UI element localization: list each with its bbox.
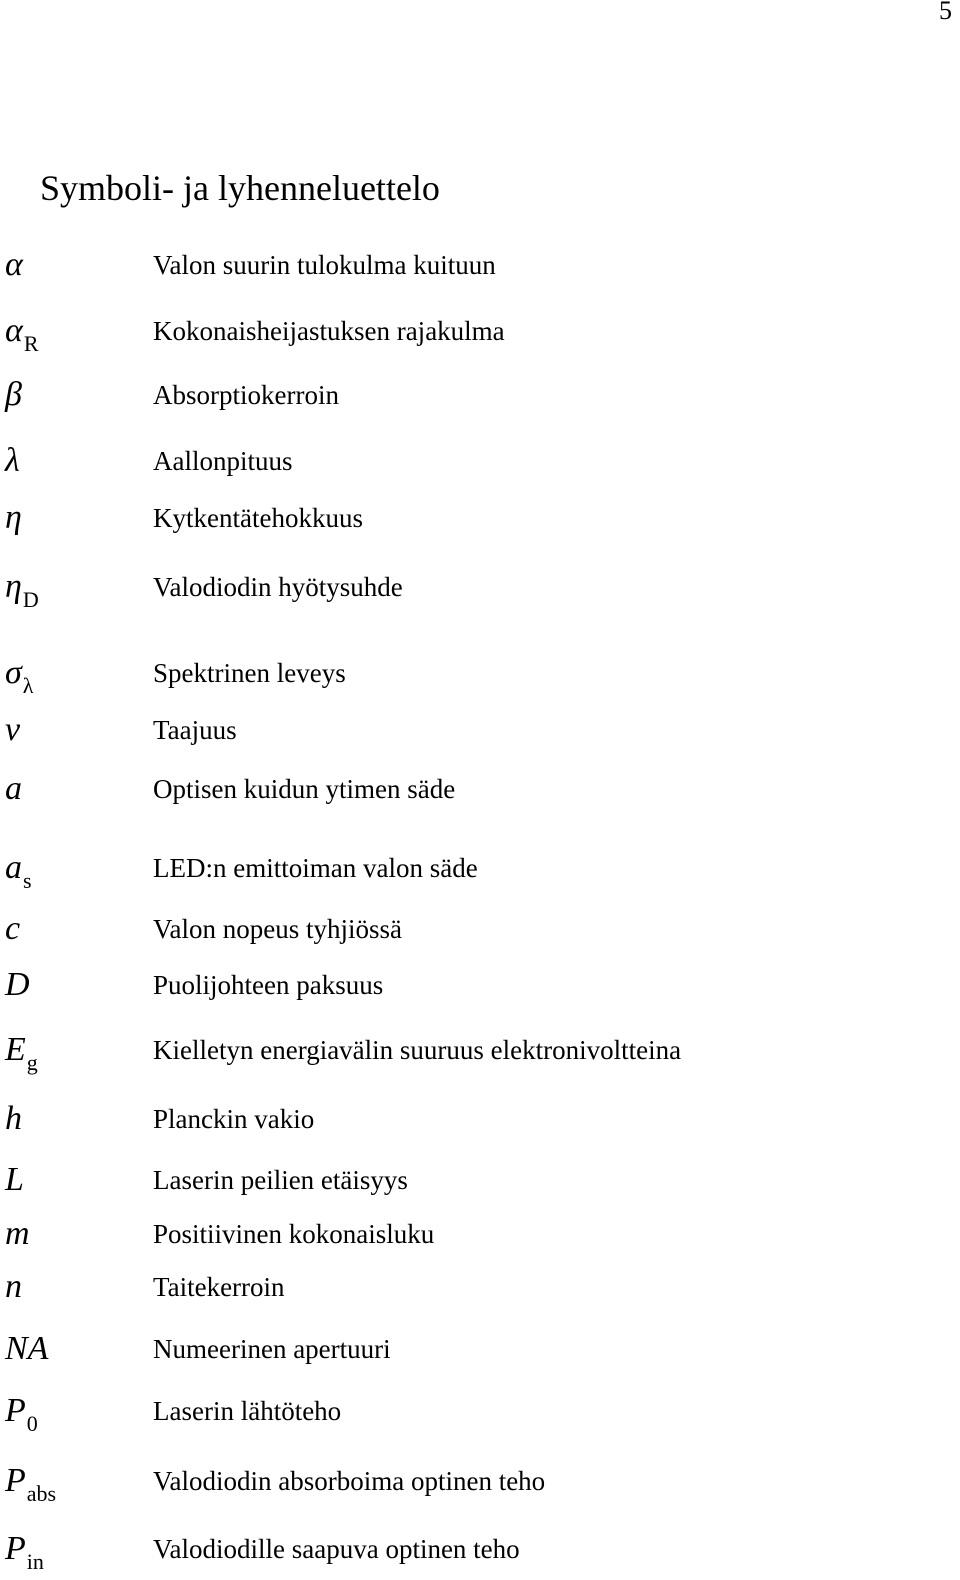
symbol-subscript: λ	[22, 673, 34, 698]
symbol-description: Spektrinen leveys	[153, 658, 346, 688]
list-item	[0, 314, 960, 362]
list-item	[0, 248, 960, 296]
symbol: $P_{in}$	[5, 1530, 44, 1574]
list-item	[0, 1532, 960, 1580]
symbol-description: Planckin vakio	[153, 1104, 315, 1134]
symbol: ν	[5, 711, 21, 748]
symbol: $E_g$	[5, 1031, 38, 1075]
symbol-description: Kielletyn energiavälin suuruus elektronivoltteina	[153, 1035, 682, 1065]
symbol-subscript: abs	[26, 1481, 57, 1506]
list-item	[0, 1464, 960, 1512]
symbol: $\sigma_\lambda$	[5, 654, 34, 698]
symbol: h	[5, 1100, 22, 1137]
page-title: Symboli- ja lyhenneluettelo	[40, 168, 440, 208]
symbol-description: Absorptiokerroin	[153, 380, 339, 410]
page-number: 5	[939, 0, 952, 25]
symbol-description: Puolijohteen paksuus	[153, 970, 384, 1000]
list-item	[0, 1102, 960, 1150]
list-item	[0, 570, 960, 618]
list-item	[0, 444, 960, 492]
symbol-subscript: s	[23, 868, 32, 893]
symbol: α	[5, 246, 23, 283]
symbol: $P_{abs}$	[5, 1462, 57, 1506]
symbol-description: Taitekerroin	[153, 1272, 285, 1302]
list-item	[0, 968, 960, 1016]
symbol-description: Valon suurin tulokulma kuituun	[153, 250, 496, 280]
list-item	[0, 1033, 960, 1081]
symbol-description: Positiivinen kokonaisluku	[153, 1219, 435, 1249]
symbol: n	[5, 1268, 22, 1305]
list-item	[0, 772, 960, 820]
symbol: η	[5, 499, 22, 536]
symbol: D	[5, 966, 30, 1003]
symbol-description: Taajuus	[153, 715, 237, 745]
list-item	[0, 501, 960, 549]
symbol: NA	[5, 1330, 49, 1367]
list-item	[0, 1163, 960, 1211]
symbol: a	[5, 770, 22, 807]
symbol: $P_0$	[5, 1392, 38, 1436]
list-item	[0, 1332, 960, 1380]
symbol-description: Laserin peilien etäisyys	[153, 1165, 408, 1195]
list-item	[0, 912, 960, 960]
symbol: β	[5, 376, 22, 413]
symbol-subscript: g	[26, 1050, 38, 1075]
symbol: c	[5, 910, 21, 947]
symbol: λ	[5, 442, 20, 479]
symbol: m	[5, 1215, 30, 1252]
list-item	[0, 1270, 960, 1318]
symbol-subscript: 0	[26, 1411, 38, 1436]
symbol-description: Laserin lähtöteho	[153, 1396, 342, 1426]
symbol-description: Valodiodin hyötysuhde	[153, 572, 403, 602]
list-item	[0, 1217, 960, 1265]
symbol-subscript: D	[22, 587, 39, 612]
symbol-description: Optisen kuidun ytimen säde	[153, 774, 456, 804]
symbol-description: Valodiodin absorboima optinen teho	[153, 1466, 546, 1496]
list-item	[0, 851, 960, 899]
list-item	[0, 1394, 960, 1442]
symbol-description: Aallonpituus	[153, 446, 293, 476]
list-item	[0, 378, 960, 426]
symbol-description: Valodiodille saapuva optinen teho	[153, 1534, 520, 1564]
list-item	[0, 656, 960, 704]
symbol: $a_s$	[5, 849, 32, 893]
symbol: L	[5, 1161, 24, 1198]
symbol-description: Kokonaisheijastuksen rajakulma	[153, 316, 505, 346]
symbol-description: Valon nopeus tyhjiössä	[153, 914, 402, 944]
symbol-subscript: in	[26, 1549, 44, 1574]
symbol: $\eta_D$	[5, 568, 39, 612]
symbol: $\alpha_R$	[5, 312, 39, 356]
symbol-description: LED:n emittoiman valon säde	[153, 853, 478, 883]
symbol-description: Numeerinen apertuuri	[153, 1334, 391, 1364]
symbol-subscript: R	[23, 331, 39, 356]
symbol-description: Kytkentätehokkuus	[153, 503, 363, 533]
list-item	[0, 713, 960, 761]
